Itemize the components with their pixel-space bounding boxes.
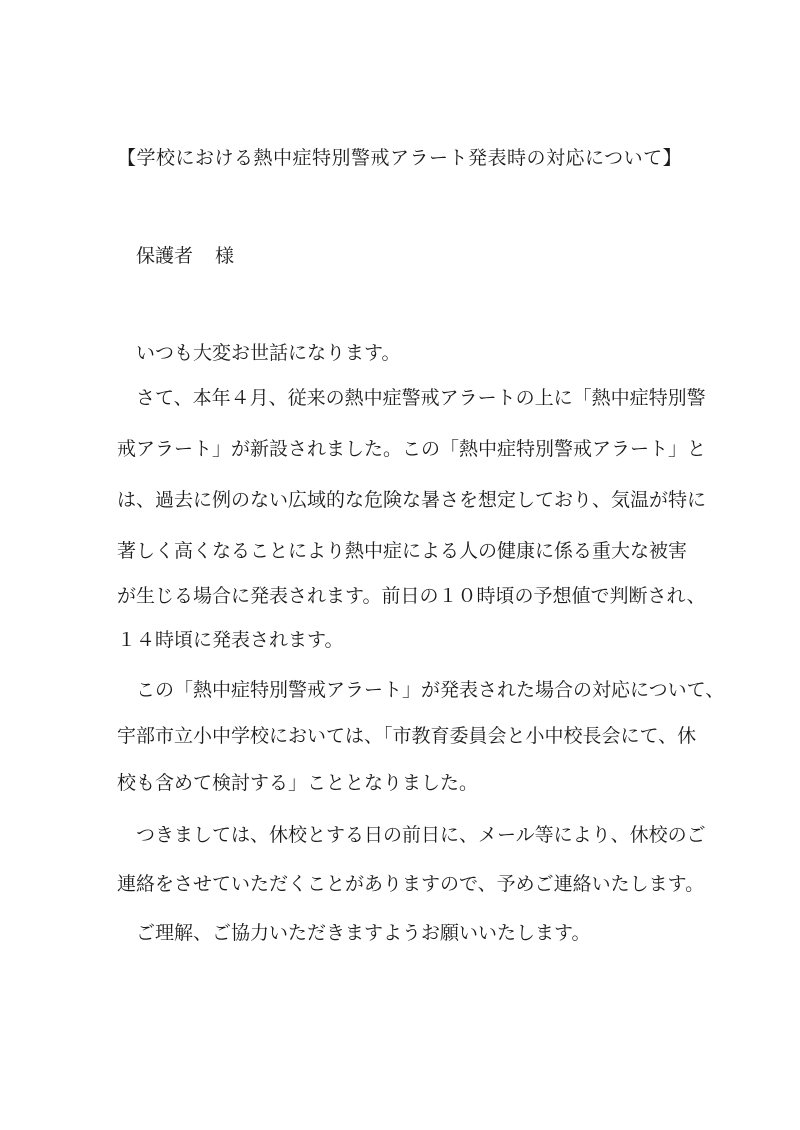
body-line: いつも大変お世話になります。 — [136, 342, 401, 364]
body-line: ご理解、ご協力いただきますようお願いいたします。 — [136, 922, 591, 944]
addressee-honorific: 様 — [215, 245, 235, 267]
body-line: 連絡をさせていただくことがありますので、予めご連絡いたします。 — [117, 873, 705, 895]
body-line: この「熱中症特別警戒アラート」が発表された場合の対応について、 — [136, 679, 725, 701]
body-line: １４時頃に発表されます。 — [117, 629, 344, 651]
body-line: は、過去に例のない広域的な危険な暑さを想定しており、気温が特に — [117, 489, 707, 511]
body-line: 著しく高くなることにより熱中症による人の健康に係る重大な被害 — [117, 540, 688, 562]
body-line: つきましては、休校とする日の前日に、メール等により、休校のご — [136, 824, 706, 846]
addressee-name: 保護者 — [136, 245, 194, 267]
document-title: 【学校における熱中症特別警戒アラート発表時の対応について】 — [117, 147, 683, 169]
body-line: が生じる場合に発表されます。前日の１０時頃の予想値で判断され、 — [117, 585, 706, 607]
body-line: 宇部市立小中学校においては、「市教育委員会と小中校長会にて、休 — [117, 725, 697, 747]
body-line: 戒アラート」が新設されました。この「熱中症特別警戒アラート」と — [117, 438, 707, 460]
body-line: さて、本年４月、従来の熱中症警戒アラートの上に「熱中症特別警 — [136, 387, 706, 409]
addressee — [136, 244, 234, 268]
body-line: 校も含めて検討する」こととなりました。 — [117, 772, 479, 794]
